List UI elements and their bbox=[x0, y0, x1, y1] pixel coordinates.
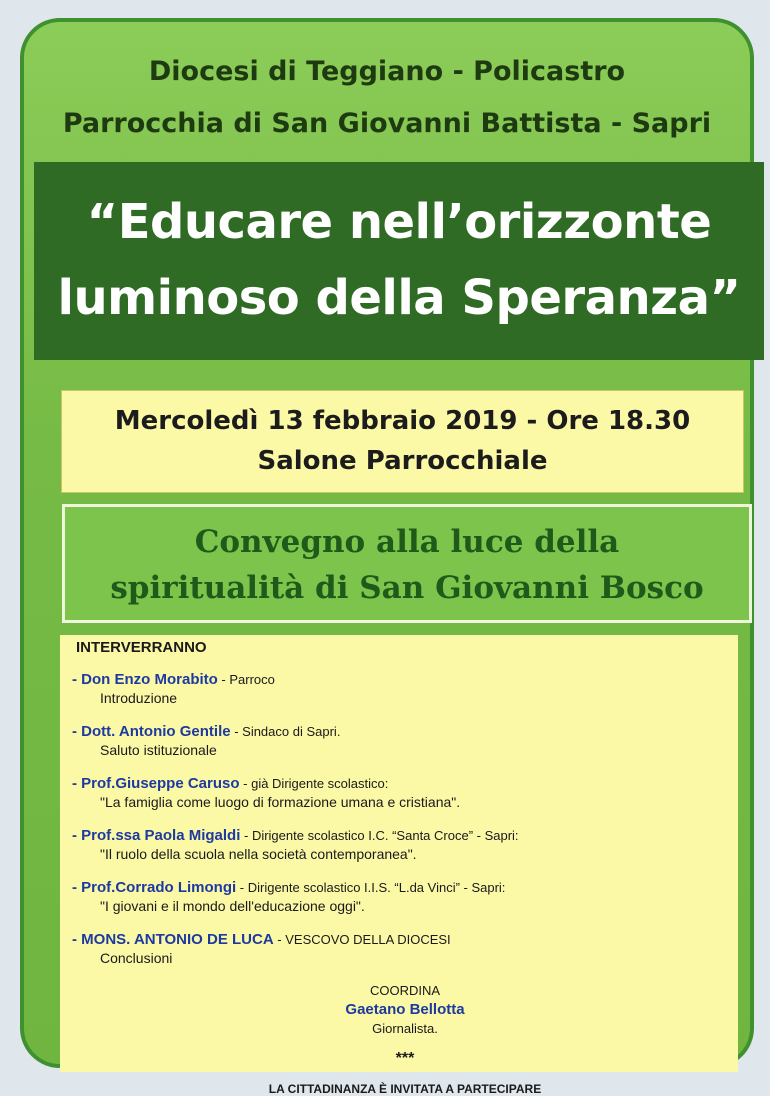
speaker-item bbox=[72, 722, 738, 760]
coordinator-name: Gaetano Bellotta bbox=[345, 1001, 465, 1018]
speaker-topic: "Il ruolo della scuola nella società contemporanea". bbox=[100, 846, 417, 862]
speaker-name: - Prof.Corrado Limongi bbox=[72, 879, 237, 896]
speaker-topic: Introduzione bbox=[100, 690, 178, 706]
speaker-role: - Dirigente scolastico I.I.S. “L.da Vinci” - Sapri: bbox=[236, 880, 506, 895]
diocese-line: Diocesi di Teggiano - Policastro bbox=[148, 56, 626, 87]
speaker-topic: Conclusioni bbox=[100, 950, 173, 966]
title-banner bbox=[34, 162, 764, 360]
speaker-item bbox=[72, 930, 738, 968]
speaker-role: - Sindaco di Sapri. bbox=[230, 724, 341, 739]
speaker-item bbox=[72, 826, 738, 864]
speaker-name: - Prof.Giuseppe Caruso bbox=[72, 775, 240, 792]
speaker-name: - MONS. ANTONIO DE LUCA bbox=[72, 931, 274, 948]
separator-stars: *** bbox=[395, 1050, 415, 1067]
coordinator-label: COORDINA bbox=[369, 983, 441, 998]
speaker-item bbox=[72, 670, 738, 708]
speaker-topic: "I giovani e il mondo dell'educazione oggi". bbox=[100, 898, 365, 914]
speaker-name: - Don Enzo Morabito bbox=[72, 671, 218, 688]
invitation-text: LA CITTADINANZA È INVITATA A PARTECIPARE bbox=[268, 1082, 542, 1096]
speaker-role: - già Dirigente scolastico: bbox=[239, 776, 389, 791]
poster bbox=[20, 18, 754, 1096]
speaker-role: - VESCOVO DELLA DIOCESI bbox=[273, 932, 451, 947]
coordinator-role: Giornalista. bbox=[372, 1021, 438, 1036]
subtitle-line-1: Convegno alla luce della bbox=[194, 524, 620, 560]
coordinator-block bbox=[72, 982, 738, 1038]
event-venue: Salone Parrocchiale bbox=[257, 446, 548, 476]
event-datetime: Mercoledì 13 febbraio 2019 - Ore 18.30 bbox=[114, 406, 691, 436]
speaker-item bbox=[72, 774, 738, 812]
speaker-role: - Parroco bbox=[217, 672, 275, 687]
speaker-name: - Prof.ssa Paola Migaldi bbox=[72, 827, 241, 844]
subtitle-box bbox=[62, 504, 752, 623]
speaker-item bbox=[72, 878, 738, 916]
parish-line: Parrocchia di San Giovanni Battista - Sapri bbox=[62, 108, 712, 139]
speaker-topic: Saluto istituzionale bbox=[100, 742, 217, 758]
speaker-topic: "La famiglia come luogo di formazione umana e cristiana". bbox=[100, 794, 461, 810]
subtitle-line-2: spiritualità di San Giovanni Bosco bbox=[110, 570, 704, 606]
event-info-box bbox=[61, 390, 744, 493]
speaker-role: - Dirigente scolastico I.C. “Santa Croce” - Sapri: bbox=[240, 828, 519, 843]
speaker-name: - Dott. Antonio Gentile bbox=[72, 723, 231, 740]
program-box bbox=[60, 635, 738, 1096]
title-line-2: luminoso della Speranza” bbox=[57, 270, 741, 326]
poster-header bbox=[24, 46, 750, 150]
title-line-1: “Educare nell’orizzonte bbox=[86, 194, 712, 250]
program-heading: INTERVERRANNO bbox=[76, 639, 207, 656]
